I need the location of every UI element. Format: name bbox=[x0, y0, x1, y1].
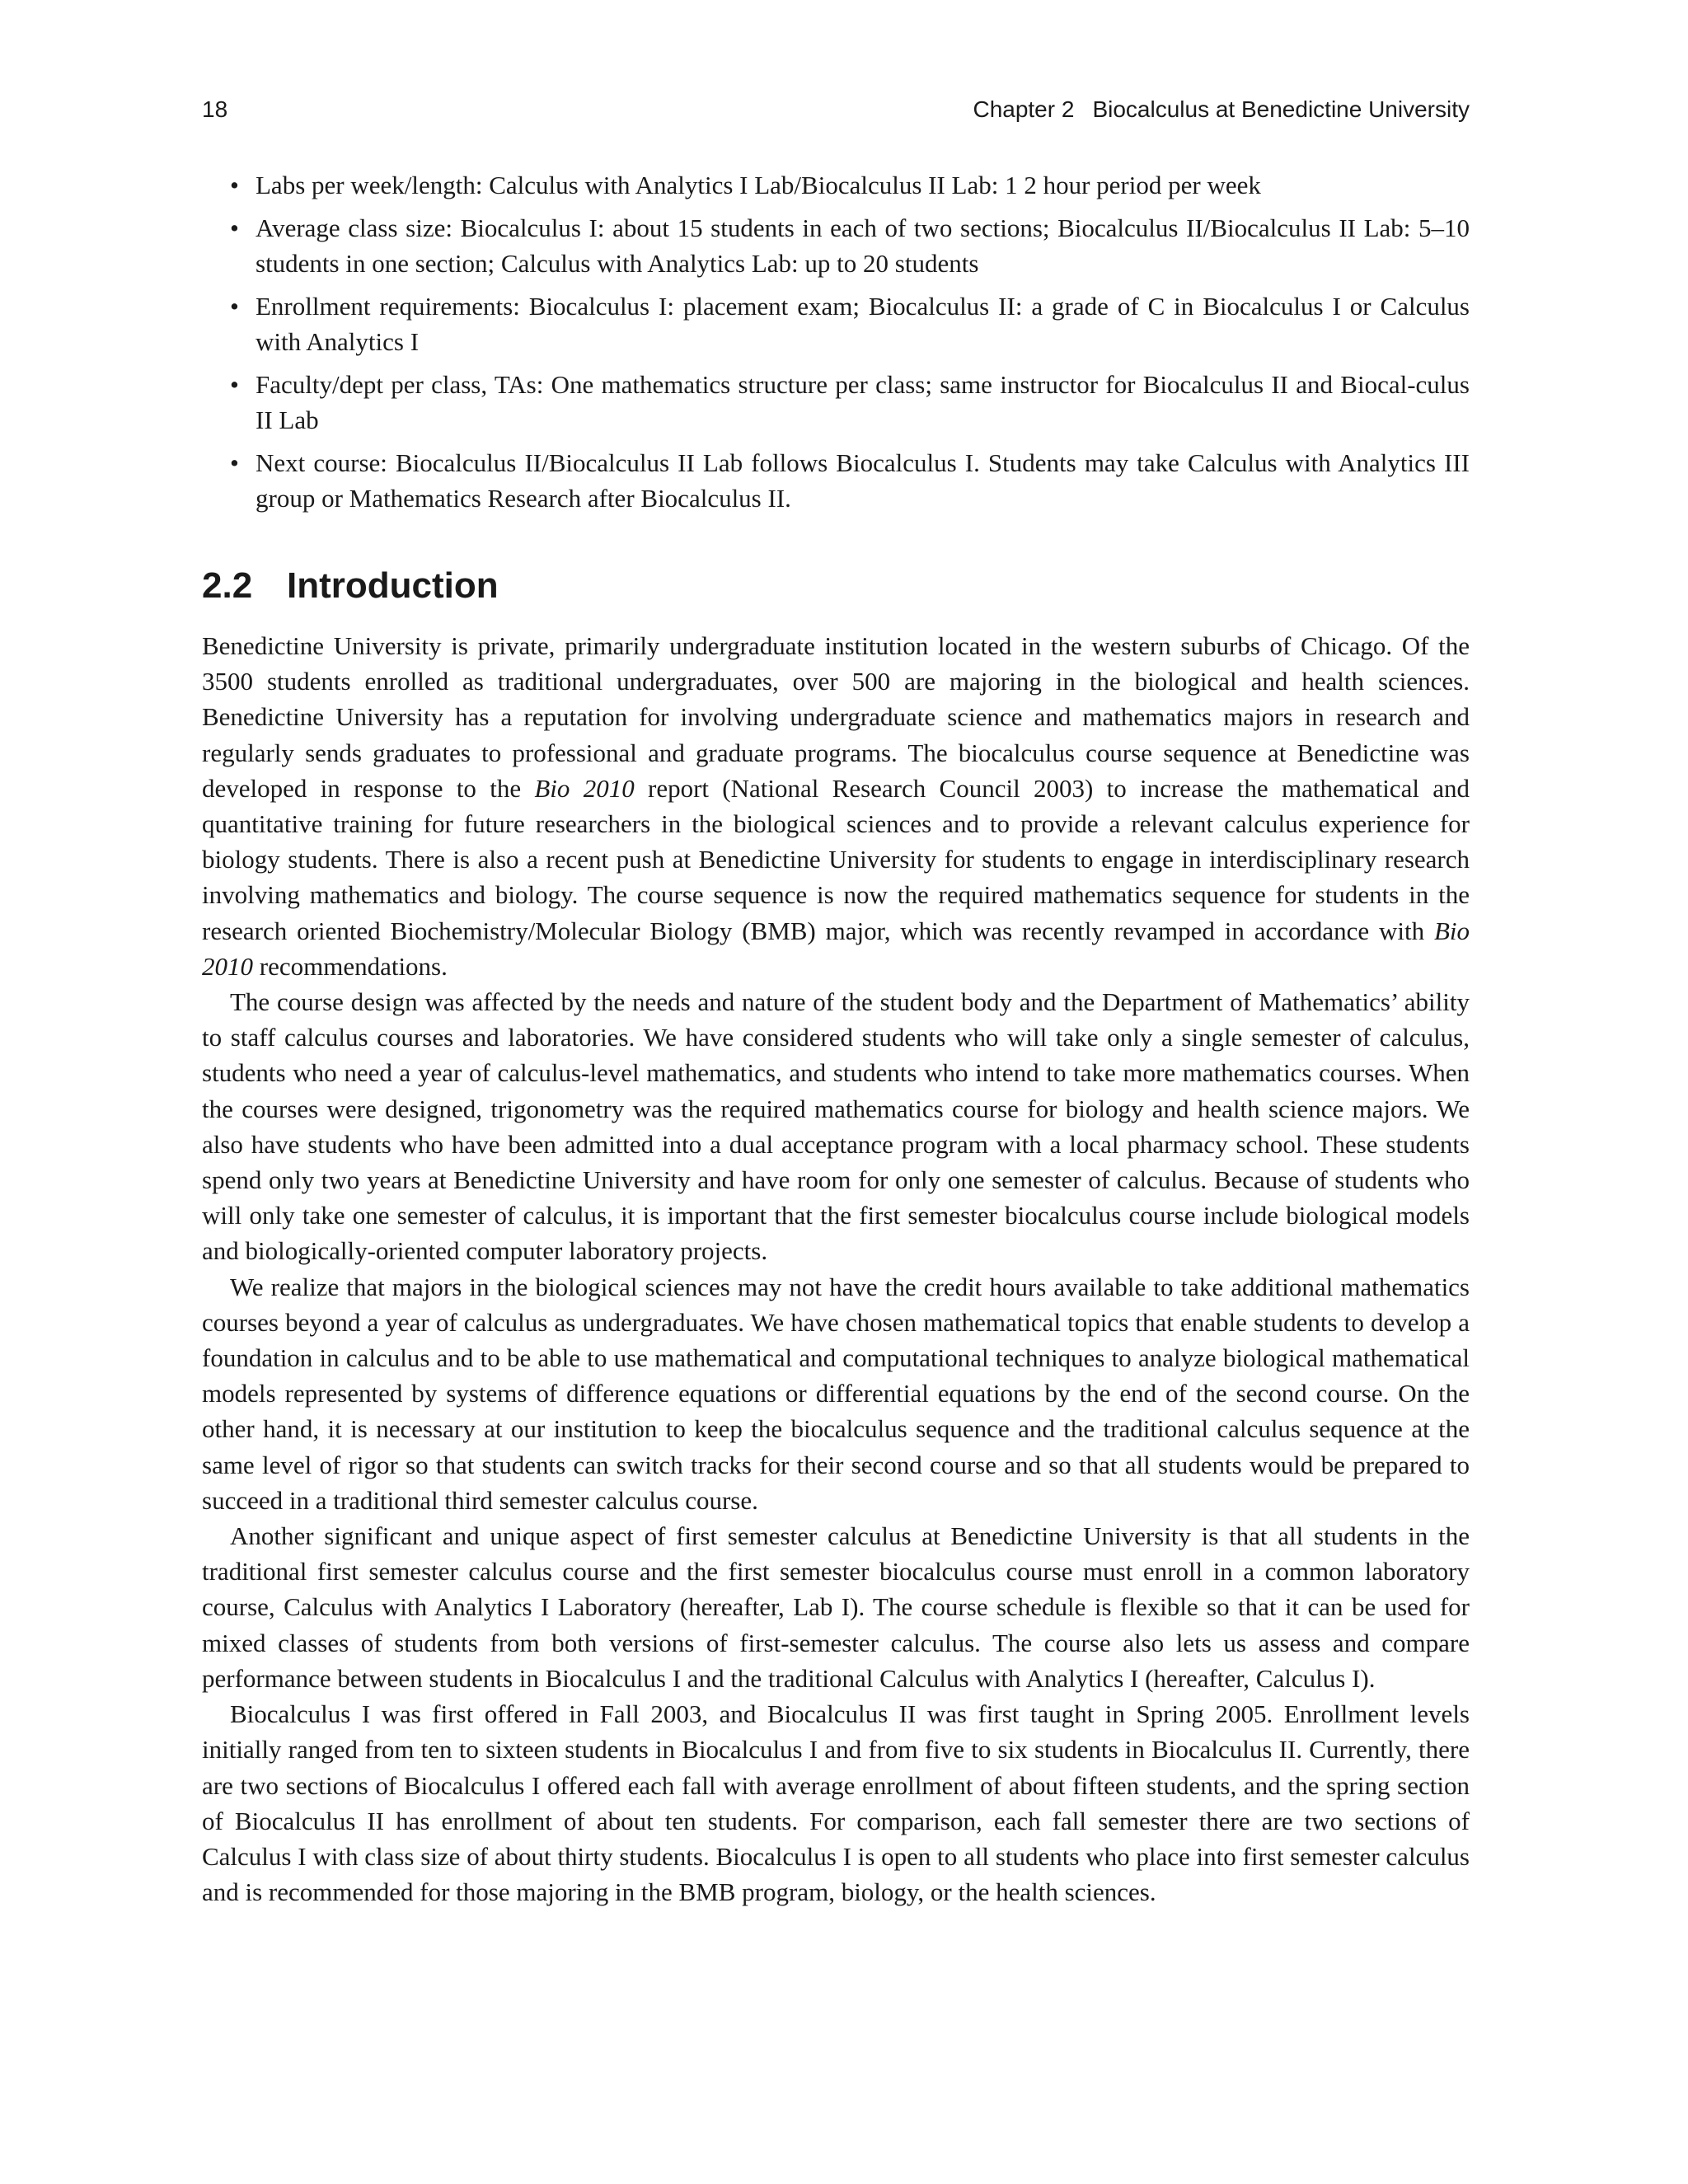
list-item bbox=[202, 445, 1470, 516]
section-heading bbox=[202, 563, 499, 609]
chapter-header bbox=[973, 93, 1470, 126]
list-item bbox=[202, 367, 1470, 438]
paragraph-text: Benedictine University is private, primarily undergraduate institution located in the western suburbs of Chicago. Of the 3500 students enrolled as traditional undergraduates, over 500 are majoring in the biological and health sciences. Benedictine University has a reputation for involving undergraduate science and mathematics majors in research and regularly sends graduates to professional and graduate programs. The biocalculus course sequence at Benedictine was developed in response to the bbox=[202, 631, 1470, 803]
running-header bbox=[202, 93, 1470, 126]
bullet-icon: • bbox=[230, 370, 239, 399]
paragraph-text: recommendations. bbox=[253, 951, 448, 981]
list-item bbox=[202, 167, 1470, 203]
section-title: Introduction bbox=[287, 565, 499, 606]
chapter-title: Biocalculus at Benedictine University bbox=[1092, 96, 1470, 122]
list-item-text: Faculty/dept per class, TAs: One mathematics structure per class; same instructor for Biocalculus II and Biocal-culus II Lab bbox=[256, 370, 1470, 434]
section-body bbox=[202, 628, 1470, 1910]
list-item-text: Average class size: Biocalculus I: about 15 students in each of two sections; Biocalculus II/Biocalculus II Lab: 5–10 students in one section; Calculus with Analytics Lab: up to 20 students bbox=[256, 213, 1470, 278]
list-item bbox=[202, 210, 1470, 281]
bullet-icon: • bbox=[230, 292, 239, 321]
bullet-icon: • bbox=[230, 213, 239, 242]
list-item-text: Next course: Biocalculus II/Biocalculus II Lab follows Biocalculus I. Students may take Calculus with Analytics III group or Mathematics Research after Biocalculus II. bbox=[256, 448, 1470, 513]
list-item-text: Labs per week/length: Calculus with Analytics I Lab/Biocalculus II Lab: 1 2 hour period per week bbox=[256, 171, 1261, 199]
paragraph-2: The course design was affected by the needs and nature of the student body and the Department of Mathematics’ ability to staff calculus courses and laboratories. We have considered students who will take only a single semester of calculus, students who need a year of calculus-level mathematics, and students who intend to take more mathematics courses. When the courses were designed, trigonometry was the required mathematics course for biology and health science majors. We also have students who have been admitted into a dual acceptance program with a local pharmacy school. These students spend only two years at Benedictine University and have room for only one semester of calculus. Because of students who will only take one semester of calculus, it is important that the first semester biocalculus course include biological models and biologically-oriented computer laboratory projects. bbox=[202, 987, 1470, 1266]
report-title-italic: Bio 2010 bbox=[202, 916, 1470, 981]
page-number: 18 bbox=[202, 96, 228, 122]
bullet-icon: • bbox=[230, 171, 239, 199]
paragraph-text: report (National Research Council 2003) to increase the mathematical and quantitative training for future researchers in the biological sciences and to provide a relevant calculus experience for biology students. There is also a recent push at Benedictine University for students to engage in interdisciplinary research involving mathematics and biology. The course sequence is now the required mathematics sequence for students in the research oriented Biochemistry/Molecular Biology (BMB) major, which was recently revamped in accordance with bbox=[202, 773, 1470, 945]
report-title-italic: Bio 2010 bbox=[534, 773, 635, 803]
section-number: 2.2 bbox=[202, 565, 253, 606]
paragraph-5: Biocalculus I was first offered in Fall 2003, and Biocalculus II was first taught in Spring 2005. Enrollment levels initially ranged from ten to sixteen students in Biocalculus I and from five to six students in Biocalculus II. Currently, there are two sections of Biocalculus I offered each fall with average enrollment of about fifteen students, and the spring section of Biocalculus II has enrollment of about ten students. For comparison, each fall semester there are two sections of Calculus I with class size of about thirty students. Biocalculus I is open to all students who place into first semester calculus and is recommended for those majoring in the BMB program, biology, or the health sciences. bbox=[202, 1699, 1470, 1907]
paragraph-4: Another significant and unique aspect of first semester calculus at Benedictine University is that all students in the traditional first semester calculus course and the first semester biocalculus course must enroll in a common laboratory course, Calculus with Analytics I Laboratory (hereafter, Lab I). The course schedule is flexible so that it can be used for mixed classes of students from both versions of first-semester calculus. The course also lets us assess and compare performance between students in Biocalculus I and the traditional Calculus with Analytics I (hereafter, Calculus I). bbox=[202, 1521, 1470, 1693]
paragraph-3: We realize that majors in the biological sciences may not have the credit hours available to take additional mathematics courses beyond a year of calculus as undergraduates. We have chosen mathematical topics that enable students to develop a foundation in calculus and to be able to use mathematical and computational techniques to analyze biological mathematical models represented by systems of difference equations or differential equations by the end of the second course. On the other hand, it is necessary at our institution to keep the biocalculus sequence and the traditional calculus sequence at the same level of rigor so that students can switch tracks for their second course and so that all students would be prepared to succeed in a traditional third semester calculus course. bbox=[202, 1272, 1470, 1515]
list-item bbox=[202, 288, 1470, 359]
paragraph-1 bbox=[202, 628, 1470, 984]
list-item-text: Enrollment requirements: Biocalculus I: placement exam; Biocalculus II: a grade of C in Biocalculus I or Calculus with Analytics I bbox=[256, 292, 1470, 356]
bullet-icon: • bbox=[230, 448, 239, 477]
course-details-list bbox=[202, 167, 1470, 523]
chapter-label: Chapter 2 bbox=[973, 96, 1075, 122]
